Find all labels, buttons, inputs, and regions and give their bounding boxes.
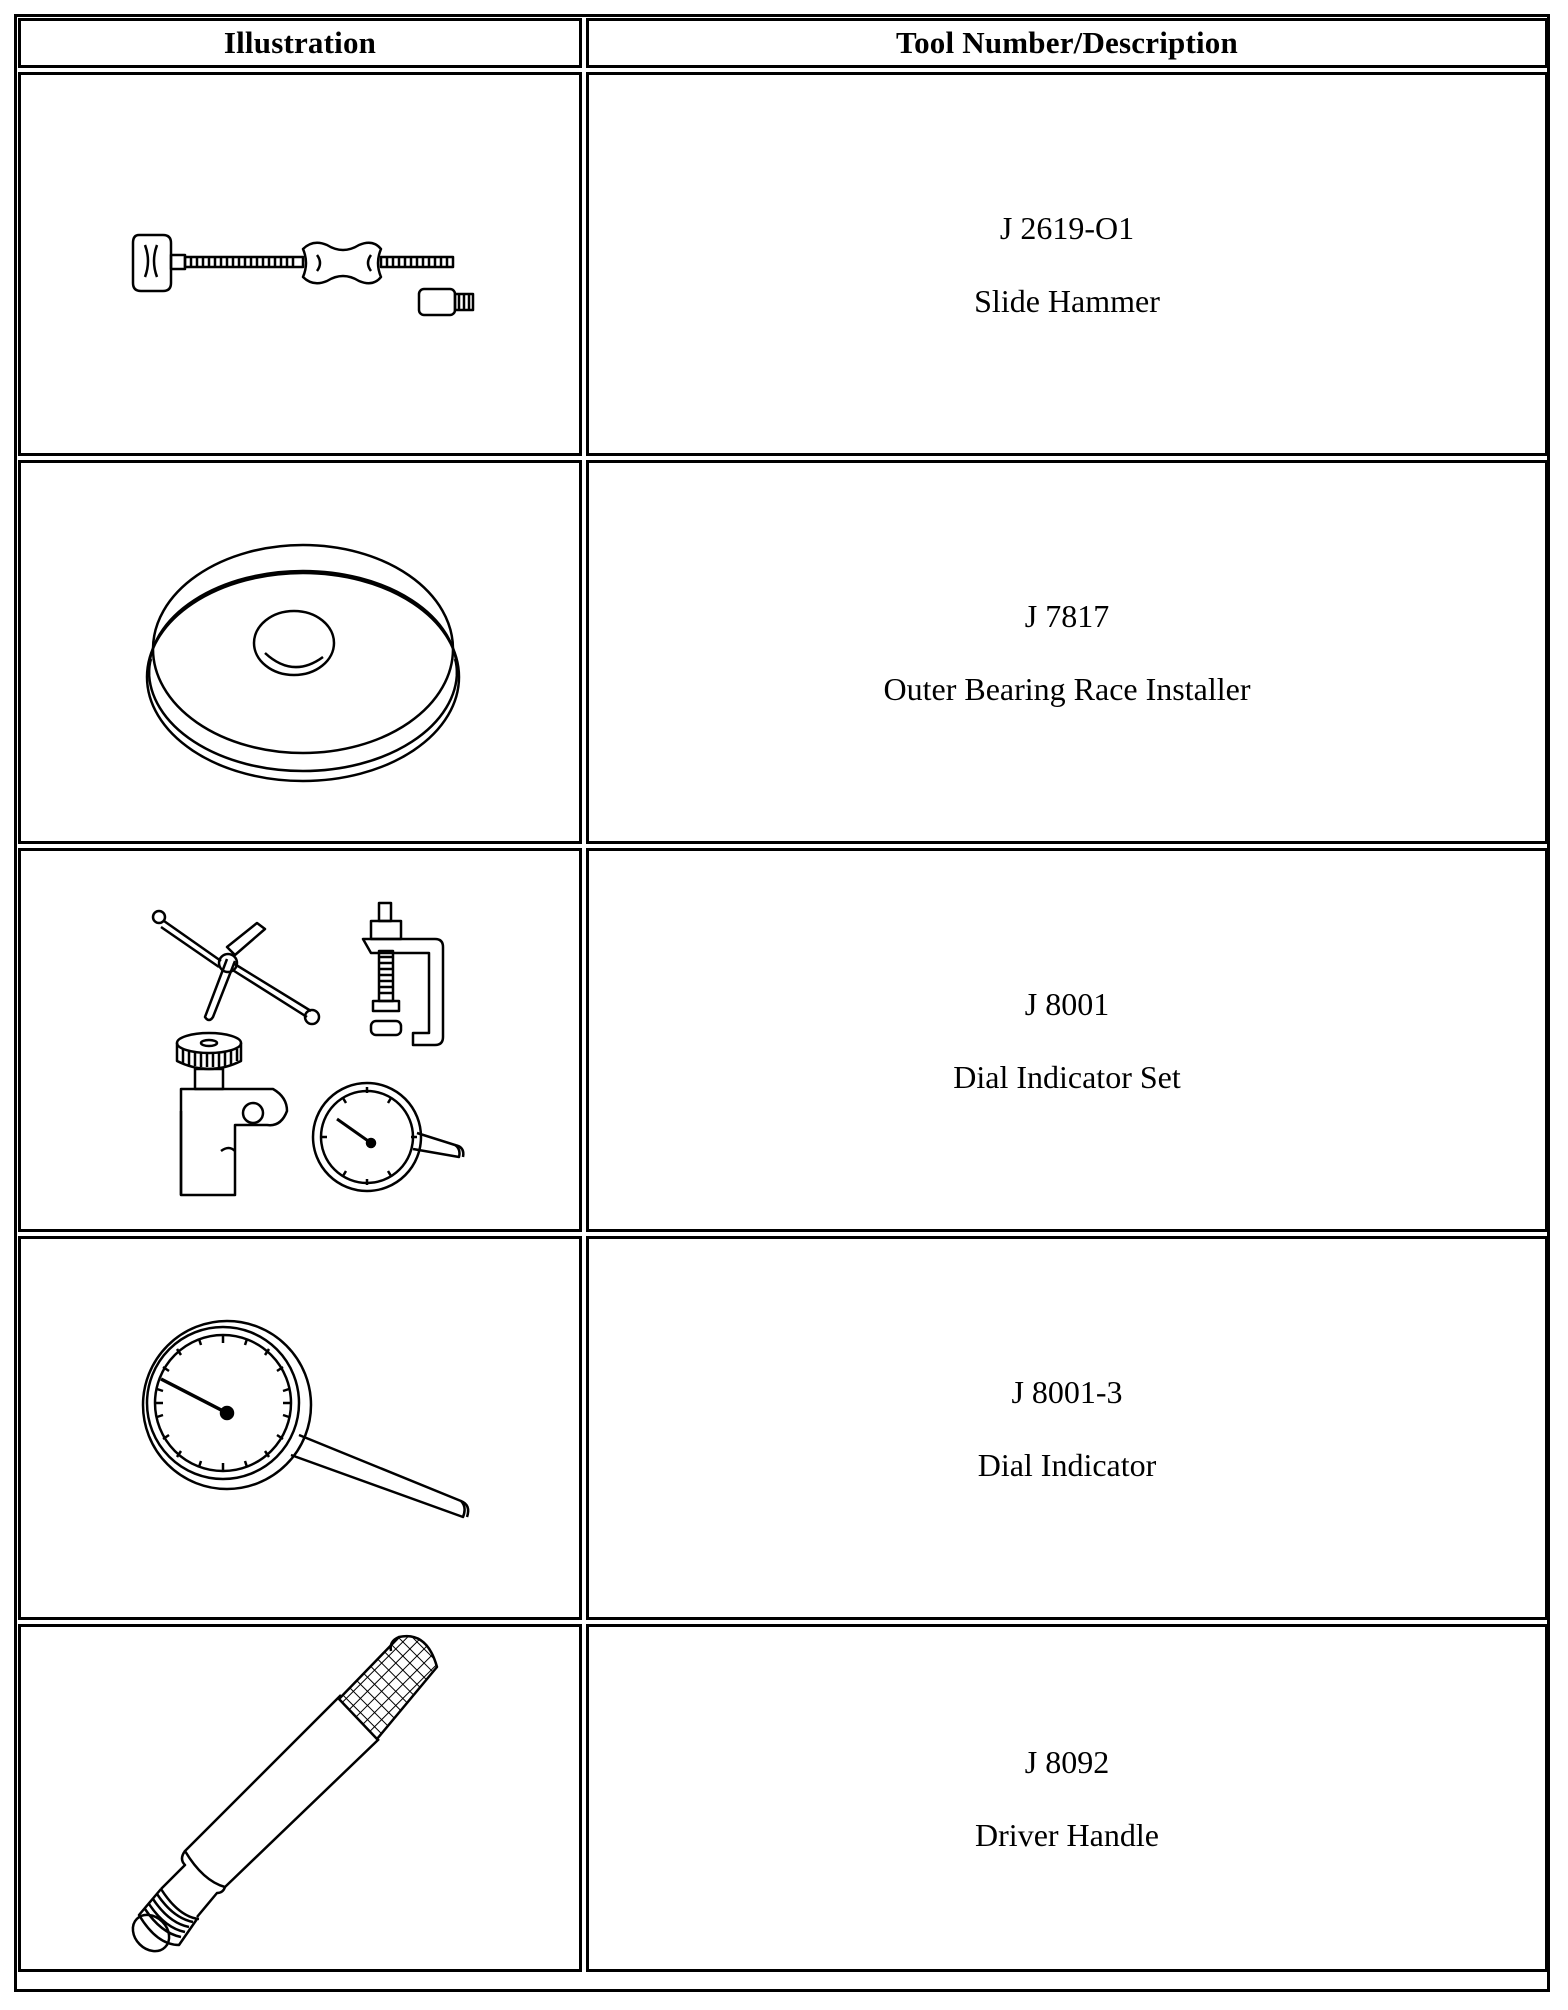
tool-description: Outer Bearing Race Installer: [883, 670, 1251, 707]
header-description-label: Tool Number/Description: [896, 25, 1238, 60]
header-illustration: [18, 18, 582, 68]
description-cell-1: [586, 72, 1548, 456]
tool-number: J 8001: [1024, 985, 1110, 1022]
header-illustration-label: Illustration: [223, 25, 377, 60]
illustration-cell-2: [18, 460, 582, 844]
tool-number: J 8092: [1024, 1743, 1110, 1780]
tool-description: Dial Indicator Set: [953, 1058, 1181, 1095]
illustration-cell-5: [18, 1624, 582, 1972]
tool-number: J 7817: [1024, 597, 1110, 634]
illustration-cell-1: [18, 72, 582, 456]
tool-description: Driver Handle: [975, 1816, 1159, 1853]
description-cell-3: [586, 848, 1548, 1232]
driver-handle-icon: [21, 1627, 579, 1969]
tool-number: J 8001-3: [1011, 1373, 1123, 1410]
illustration-cell-4: [18, 1236, 582, 1620]
illustration-cell-3: [18, 848, 582, 1232]
description-cell-4: [586, 1236, 1548, 1620]
dial-indicator-icon: [21, 1239, 579, 1617]
tool-description: Dial Indicator: [977, 1446, 1157, 1483]
description-cell-5: [586, 1624, 1548, 1972]
tool-description: Slide Hammer: [974, 282, 1160, 319]
tool-number: J 2619-O1: [999, 209, 1135, 246]
dial-indicator-set-icon: [21, 851, 579, 1229]
bearing-race-installer-icon: [21, 463, 579, 841]
header-description: [586, 18, 1548, 68]
description-cell-2: [586, 460, 1548, 844]
slide-hammer-icon: [21, 75, 579, 453]
